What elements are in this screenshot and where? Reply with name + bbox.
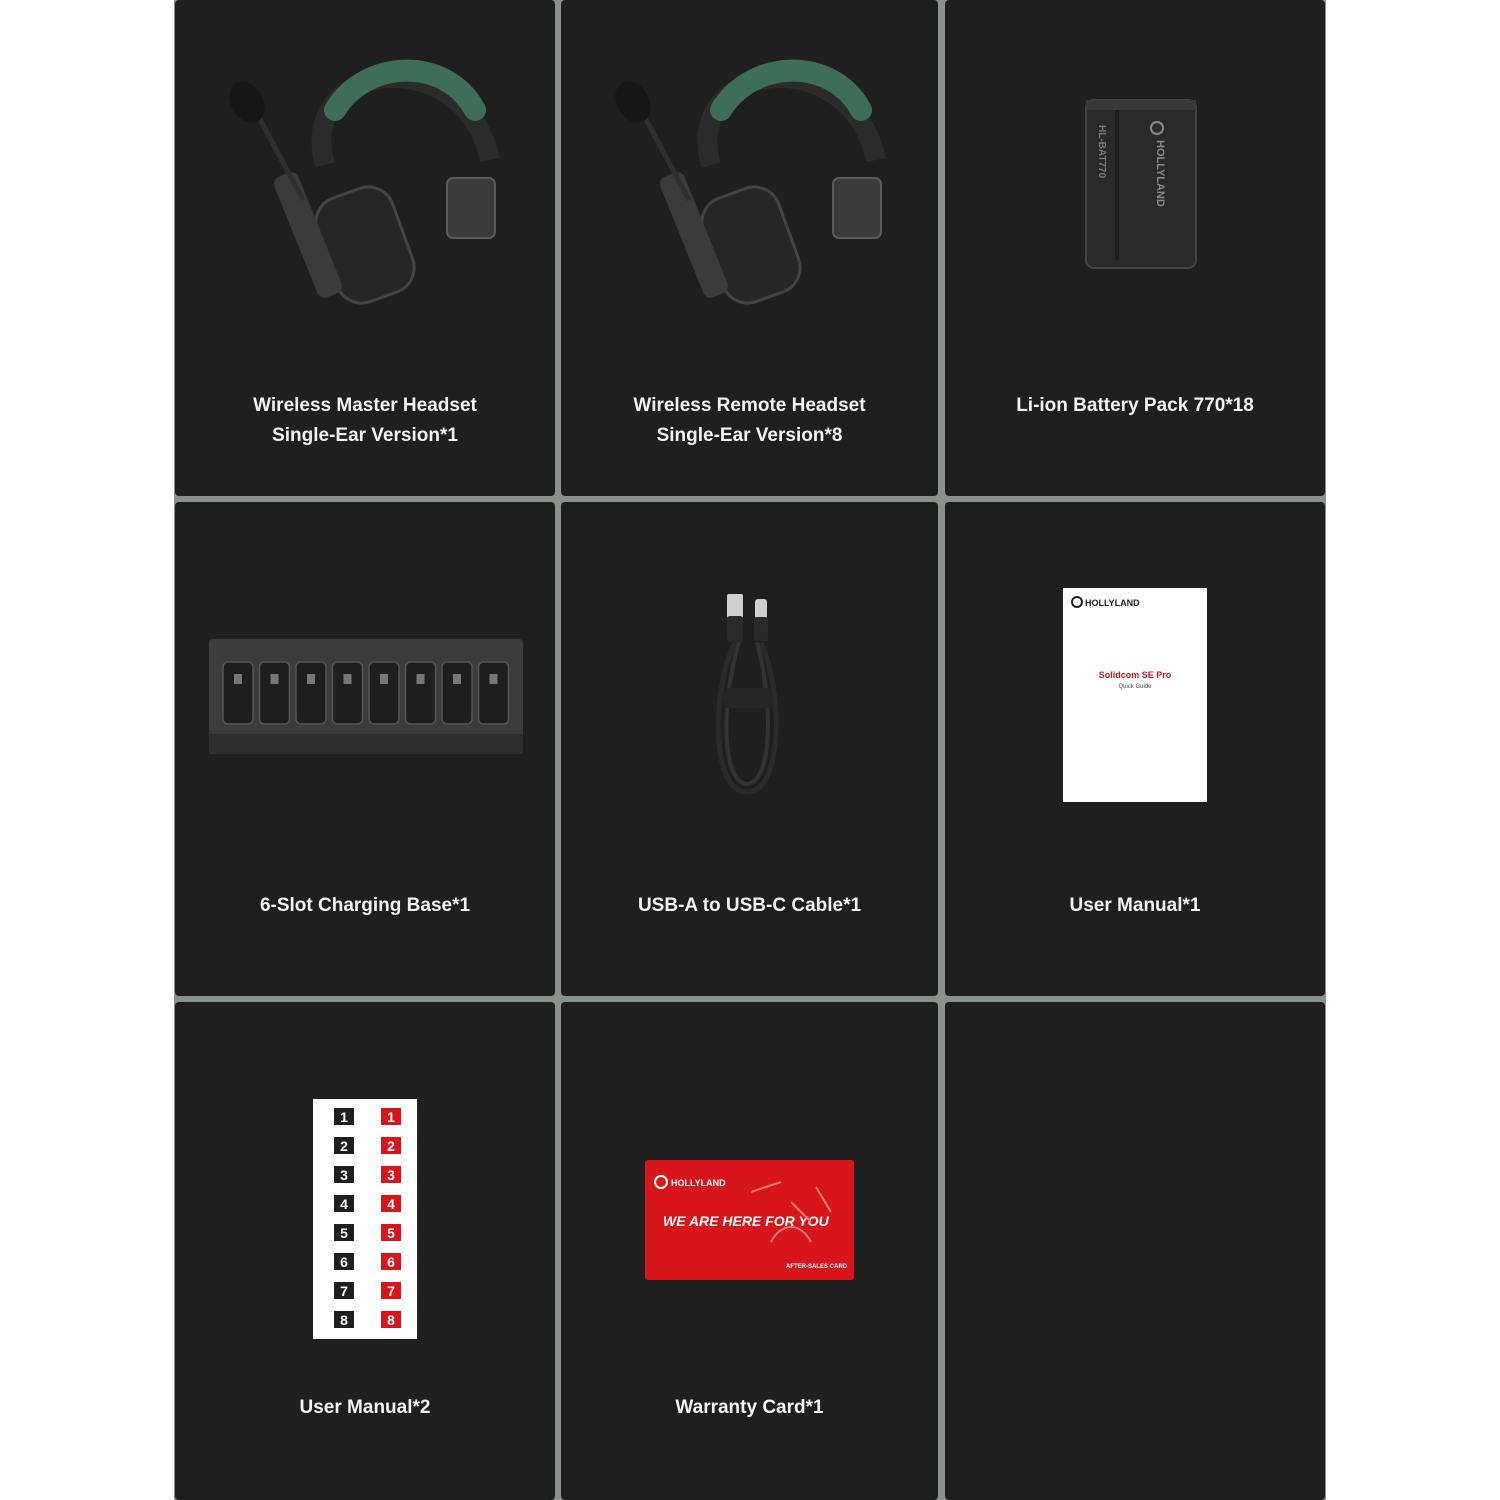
charging-slot [296,662,326,724]
headset-image [175,0,555,340]
slot-contact [307,674,315,684]
sticker-number: 3 [340,1167,348,1183]
charging-slot [333,662,363,724]
sticker-number: 4 [387,1196,395,1212]
warranty-slogan-text: WE ARE HERE FOR YOU [663,1213,829,1229]
tile-caption [175,391,555,451]
slot-contact [417,674,425,684]
sticker-number: 6 [387,1254,395,1270]
package-contents-grid [174,0,1326,1500]
tile-caption [945,391,1325,421]
caption-line: User Manual*2 [299,1397,431,1418]
warranty-card-image [561,1002,938,1352]
sticker-number: 8 [387,1312,395,1328]
tile-master-headset [175,0,555,496]
tile-caption [945,891,1325,921]
caption-line: Li-ion Battery Pack 770*18 [1016,395,1254,416]
sticker-number: 5 [387,1225,395,1241]
sticker-number: 4 [340,1196,348,1212]
caption-line: Wireless Remote Headset [633,395,866,416]
sticker-number: 5 [340,1225,348,1241]
slot-contact [490,674,498,684]
charging-slot [442,662,472,724]
caption-line: USB-A to USB-C Cable*1 [637,895,862,916]
charging-base-image [175,502,555,822]
manual-subtitle-text: Quick Guide [1118,684,1152,690]
tile-warranty-card [561,1002,938,1500]
slot-contact [344,674,352,684]
tile-number-stickers [175,1002,555,1500]
tile-battery [945,0,1325,496]
caption-line: Warranty Card*1 [675,1397,824,1418]
tile-empty [945,1002,1325,1500]
tile-user-manual [945,502,1325,996]
sticker-number: 1 [340,1109,348,1125]
sticker-number: 8 [340,1312,348,1328]
sticker-number: 7 [340,1283,348,1299]
charging-slot [479,662,509,724]
sticker-sheet-image [175,1002,555,1352]
slot-contact [271,674,279,684]
caption-line: Single-Ear Version*8 [656,425,843,446]
tile-charging-base [175,502,555,996]
tile-caption [561,391,938,451]
headset-image [561,0,938,340]
tile-caption [561,1393,938,1423]
charging-slot [406,662,436,724]
caption-line: Single-Ear Version*1 [272,425,458,446]
slot-contact [453,674,461,684]
caption-line: User Manual*1 [1069,895,1201,916]
sticker-number: 6 [340,1254,348,1270]
charging-slot [223,662,253,724]
battery-model-text: HL-BAT770 [1096,125,1107,179]
sticker-number: 7 [387,1283,395,1299]
sticker-number: 3 [387,1167,395,1183]
caption-line: 6-Slot Charging Base*1 [259,895,471,916]
tile-caption [175,1393,555,1423]
slot-contact [234,674,242,684]
battery-image [945,0,1325,340]
sticker-number: 2 [340,1138,348,1154]
sticker-number: 2 [387,1138,395,1154]
charging-slot [260,662,290,724]
charging-slot [369,662,399,724]
manual-image [945,502,1325,822]
caption-line: Wireless Master Headset [253,395,477,416]
usb-cable-image [561,502,938,822]
tile-usb-cable [561,502,938,996]
manual-title-text: Solidcom SE Pro [1098,670,1172,680]
warranty-footer-text: AFTER-SALES CARD [786,1264,847,1270]
tile-caption [175,891,555,921]
manual-brand-text: HOLLYLAND [1085,598,1140,608]
battery-brand-text: HOLLYLAND [1154,140,1166,207]
warranty-brand-text: HOLLYLAND [671,1178,726,1188]
sticker-number: 1 [387,1109,395,1125]
tile-remote-headset [561,0,938,496]
tile-caption [561,891,938,921]
slot-contact [380,674,388,684]
